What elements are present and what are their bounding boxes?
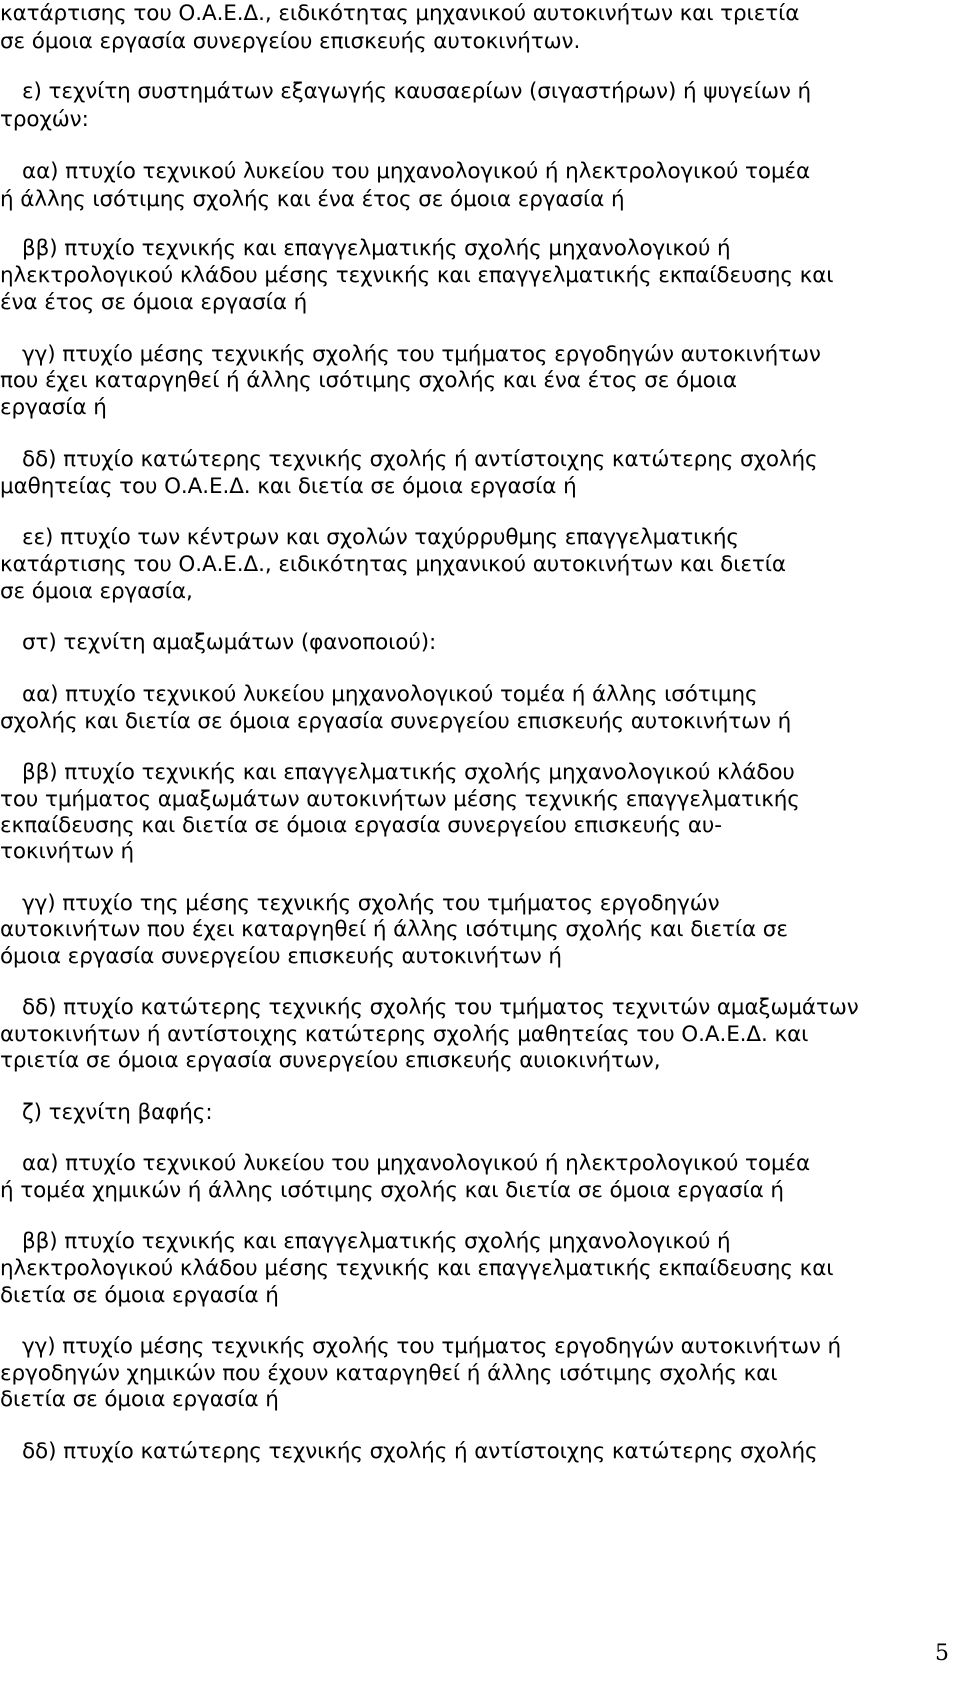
text-line: τροχών: [0,107,89,132]
text-line: ή άλλης ισότιμης σχολής και ένα έτος σε όμοια εργασία ή [0,187,625,212]
text-line: αυτοκινήτων ή αντίστοιχης κατώτερης σχολής μαθητείας του Ο.Α.Ε.Δ. και [0,1022,809,1047]
text-line: σχολής και διετία σε όμοια εργασία συνεργείου επισκευής αυτοκινήτων ή [0,709,792,734]
text-line: ή τομέα χημικών ή άλλης ισότιμης σχολής και διετία σε όμοια εργασία ή [0,1178,784,1203]
text-line: του τμήματος αμαξωμάτων αυτοκινήτων μέσης τεχνικής επαγγελματικής [0,787,800,812]
text-line: ββ) πτυχίο τεχνικής και επαγγελματικής σχολής μηχανολογικού ή [22,236,731,261]
section-heading-z: ζ) τεχνίτη βαφής: [22,1100,213,1125]
text-line: κατάρτισης του Ο.Α.Ε.Δ., ειδικότητας μηχανικού αυτοκινήτων και διετία [0,552,786,577]
text-line: ββ) πτυχίο τεχνικής και επαγγελματικής σχολής μηχανολογικού ή [22,1229,731,1254]
text-line: εργασία ή [0,395,107,420]
text-line: τριετία σε όμοια εργασία συνεργείου επισκευής αυιοκινήτων, [0,1048,661,1073]
text-line: σε όμοια εργασία, [0,579,193,604]
text-line: σε όμοια εργασία συνεργείου επισκευής αυτοκινήτων. [0,29,581,54]
text-line: κατάρτισης του Ο.Α.Ε.Δ., ειδικότητας μηχανικού αυτοκινήτων και τριετία [0,1,800,26]
text-line: ηλεκτρολογικού κλάδου μέσης τεχνικής και επαγγελματικής εκπαίδευσης και [0,1256,834,1281]
section-heading-st: στ) τεχνίτη αμαξωμάτων (φανοποιού): [22,630,437,655]
text-line: όμοια εργασία συνεργείου επισκευής αυτοκινήτων ή [0,944,562,969]
text-line: εργοδηγών χημικών που έχουν καταργηθεί ή άλλης ισότιμης σχολής και [0,1361,778,1386]
text-line: αα) πτυχίο τεχνικού λυκείου μηχανολογικού τομέα ή άλλης ισότιμης [22,682,758,707]
text-line: ββ) πτυχίο τεχνικής και επαγγελματικής σχολής μηχανολογικού κλάδου [22,760,795,785]
text-line: εε) πτυχίο των κέντρων και σχολών ταχύρρυθμης επαγγελματικής [22,525,739,550]
text-line: διετία σε όμοια εργασία ή [0,1387,279,1412]
text-line: γγ) πτυχίο μέσης τεχνικής σχολής του τμήματος εργοδηγών αυτοκινήτων [22,342,821,367]
text-line: αα) πτυχίο τεχνικού λυκείου του μηχανολογικού ή ηλεκτρολογικού τομέα [22,1151,811,1176]
text-line: αυτοκινήτων που έχει καταργηθεί ή άλλης ισότιμης σχολής και διετία σε [0,917,788,942]
text-line: ένα έτος σε όμοια εργασία ή [0,290,308,315]
text-line: τοκινήτων ή [0,839,134,864]
text-line: που έχει καταργηθεί ή άλλης ισότιμης σχολής και ένα έτος σε όμοια [0,368,737,393]
text-line: αα) πτυχίο τεχνικού λυκείου του μηχανολογικού ή ηλεκτρολογικού τομέα [22,159,811,184]
text-line: διετία σε όμοια εργασία ή [0,1283,279,1308]
text-line: γγ) πτυχίο της μέσης τεχνικής σχολής του τμήματος εργοδηγών [22,891,720,916]
page-number: 5 [935,1641,949,1666]
text-line: δδ) πτυχίο κατώτερης τεχνικής σχολής ή αντίστοιχης κατώτερης σχολής [22,1439,818,1464]
text-line: μαθητείας του Ο.Α.Ε.Δ. και διετία σε όμοια εργασία ή [0,474,577,499]
text-line: ηλεκτρολογικού κλάδου μέσης τεχνικής και επαγγελματικής εκπαίδευσης και [0,263,834,288]
text-line: δδ) πτυχίο κατώτερης τεχνικής σχολής ή αντίστοιχης κατώτερης σχολής [22,447,818,472]
text-line: γγ) πτυχίο μέσης τεχνικής σχολής του τμήματος εργοδηγών αυτοκινήτων ή [22,1334,842,1359]
text-line: εκπαίδευσης και διετία σε όμοια εργασία συνεργείου επισκευής αυ- [0,813,722,838]
text-line: δδ) πτυχίο κατώτερης τεχνικής σχολής του τμήματος τεχνιτών αμαξωμάτων [22,995,859,1020]
section-heading-e: ε) τεχνίτη συστημάτων εξαγωγής καυσαερίων (σιγαστήρων) ή ψυγείων ή [22,79,812,104]
